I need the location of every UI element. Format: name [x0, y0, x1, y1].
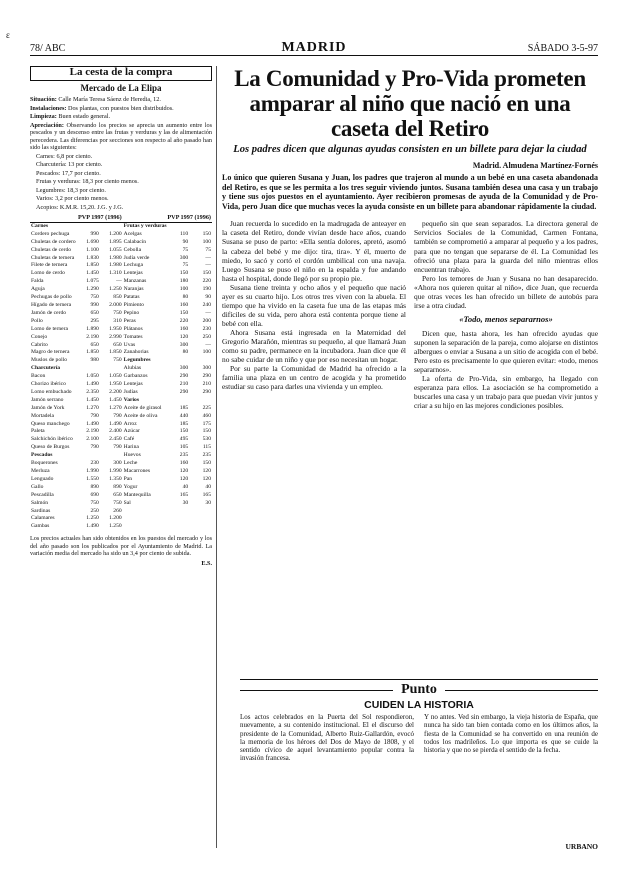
price-row: Lomo de ternera 1.890 1.950 Plátanos 160 230 — [31, 325, 211, 332]
page-date: SÁBADO 3-5-97 — [527, 43, 598, 54]
box-title: La cesta de la compra — [30, 66, 212, 81]
page-corner-mark: ε — [6, 30, 10, 40]
price-row: Charcutería Alubias 300 300 — [31, 365, 211, 372]
article-body — [222, 219, 598, 410]
punto-kicker: CUIDEN LA HISTORIA — [364, 699, 474, 711]
price-row: Lomo embuchado 2.350 2.200 Judías 290 290 — [31, 388, 211, 395]
price-row: Magro de ternera 1.850 1.850 Zanahorias 80 100 — [31, 349, 211, 356]
price-row: Merluza 1.990 1.990 Macarrones 120 120 — [31, 468, 211, 474]
price-row: Chuletas de cordero 1.690 1.895 Calabacín 90 100 — [31, 238, 211, 245]
punto-body — [240, 713, 598, 763]
deck: Los padres dicen que algunas ayudas consisten en un billete para dejar la ciudad — [233, 144, 587, 155]
headline: La Comunidad y Pro-Vida prometen amparar al niño que nació en una caseta del Retiro — [234, 66, 586, 141]
price-row: Gallo 890 890 Yogur 40 40 — [31, 483, 211, 490]
article-column-right: pequeño sin que sean separados. La directora general de Servicios Sociales de la Comunidad, Carmen Fontana, también se comprometió a amparar al pequeño y a los padres, para que no tengan que separarse de él. La Comunidad les ofreció una plaza para la guarda del niño mientras ellos encuentran trabajo. Pero los temores de Juan y Susana no han desaparecido. «Ahora nos quieren quitar al niño», dice Juan, que recuerda que otras veces les han ofrecido un billete de autobús para irse a otra ciudad. «Todo, menos separarnos» Dicen que, hasta ahora, les han ofrecido ayudas que suponen la separación de la pareja, como alojarse en distintos albergues o enviar a Susana a un sitio de acogida con el bebé. Pero esto es precisamente lo que quieren evitar: «todo, menos separarnos». La oferta de Pro-Vida, sin embargo, ha llegado con esperanza para ellos. La asociación se ha comprometido a buscarles una casa y un trabajo para que puedan vivir juntos y criar a su hijo en las mejores condiciones posibles. — [414, 219, 598, 411]
punto-editorial — [240, 679, 598, 843]
price-category: Varios — [123, 396, 140, 403]
price-row: Calamares 1.250 1.200 — [31, 515, 122, 522]
main-article — [222, 66, 598, 410]
price-row: Conejo 2.190 2.990 Tomates 120 250 — [31, 333, 211, 340]
price-table-header: PVP 1997 (1996) PVP 1997 (1996) — [30, 214, 212, 222]
market-info: Situación: Calle María Teresa Sáenz de Heredia, 12. Instalaciones: Dos plantas, con puestos bien distribuidos. Limpieza: Buen estado general. Apreciación: Observando los precios se aprecia un aumento entre los pescados y un descenso entre las frutas y verduras y las de alimentación perecedera. Las diferencias por secciones son respecto al año pasado han sido las siguientes: Carnes: 6,8 por ciento. Charcutería: 13 por ciento. Pescados: 17,7 por ciento. Frutas y verduras: 18,3 por ciento menos. Legumbres: 18,3 por ciento. Varios: 3,2 por ciento menos. Acopios: K.M.R. 15,20. J.G. y J.G. — [30, 96, 212, 211]
shopping-basket-column — [30, 66, 212, 848]
price-row: Pescados Huevos 235 235 — [31, 452, 211, 459]
price-row: Falda 1.075 — Manzanas 180 220 — [31, 278, 211, 285]
price-row: Paleta 2.190 2.400 Azúcar 150 150 — [31, 428, 211, 435]
price-row: Pechugas de pollo 750 850 Patatas 80 90 — [31, 294, 211, 301]
price-row: Hígado de ternera 990 2.000 Pimiento 160 240 — [31, 301, 211, 308]
price-row: Jamón serrano 1.450 1.450 Varios — [30, 397, 212, 405]
price-row: Queso manchego 1.490 1.490 Arroz 185 175 — [31, 420, 211, 427]
footnote: Los precios actuales han sido obtenidos en los puestos del mercado y los del año pasado son los publicados por el Ayuntamiento de Madrid. La variación media del mercado ha sido un 3,4 por ciento de subida. — [30, 535, 212, 558]
price-row: Chuletas de ternera 1.830 1.980 Judía verde 300 — — [31, 254, 211, 261]
punto-title-row — [240, 682, 598, 698]
price-row: Jamón de cerdo 650 750 Pepino 150 — — [31, 309, 211, 316]
price-table — [30, 214, 212, 531]
punto-column-right: Y no antes. Ved sin embargo, la vieja historia de España, que nunca ha sido tan bien contada como en los últimos años, la fiesta de la Comunidad se ha convertido en una reunión de todos los madrileños. Lo que importa es que se cuide la historia y que no se pierda el sentido de la fecha. — [424, 713, 598, 755]
punto-column-left: Los actos celebrados en la Puerta del Sol respondieron, nuevamente, a su contenido institucional. El el discurso del presidente de la Comunidad, Alberto Ruiz-Gallardón, evocó la memoria de los héroes del Dos de Mayo de 1808, y el sentido cívico de aquel levantamiento popular contra la invasión francesa. — [240, 713, 414, 763]
market-title: Mercado de La Elipa — [80, 82, 162, 93]
column-divider — [216, 66, 217, 848]
lede: Lo único que quieren Susana y Juan, los padres que trajeron al mundo a un bebé en una caseta abandonada del Retiro, es que se les permita a los tres seguir viviendo juntos. Susana también desea una casa y un trabajo y tiene sus ojos puestos en el ayuntamiento. Ayer recibieron promesas de ayuda de la Comunidad y de Pro-Vida, pero Juan dice que muchas veces la ayuda consiste en un billete para abandonar rápidamente la ciudad. — [222, 173, 598, 211]
subhead: «Todo, menos separarnos» — [459, 313, 553, 324]
price-category: Charcutería — [31, 365, 61, 372]
price-row: Lomo de cerdo 1.450 1.310 Lentejas 150 150 — [31, 270, 211, 277]
byline: Madrid. Almudena Martínez-Fornés — [472, 161, 598, 170]
price-category: Legumbres — [123, 357, 151, 364]
price-row: Muslos de pollo 980 750 Legumbres — [30, 357, 212, 365]
signature: E.S. — [201, 559, 212, 567]
price-row: Pescadilla 690 650 Mantequilla 165 165 — [31, 491, 211, 498]
price-row: Mortadela 790 790 Aceite de oliva 440 460 — [31, 412, 211, 419]
price-row: Pollo 295 310 Peras 220 200 — [31, 317, 211, 324]
section-title: MADRID — [281, 40, 347, 55]
price-row: Salchichón ibérico 2.100 2.450 Café 495 530 — [31, 436, 211, 443]
price-row: Filete de ternera 1.850 1.980 Lechuga 75 — — [31, 262, 211, 269]
price-row: Boquerones 230 300 Leche 160 150 — [31, 460, 211, 467]
price-category: Frutas y verduras — [123, 222, 167, 229]
price-row: Cordero pechuga 990 1.200 Acelgas 110 150 — [31, 230, 211, 237]
price-category: Carnes — [31, 222, 49, 229]
price-row — [30, 222, 212, 230]
price-row: Chuletas de cerdo 1.100 1.055 Cebolla 75 75 — [31, 246, 211, 253]
page-label: 78/ ABC — [30, 43, 66, 54]
price-row: Chorizo ibérico 1.490 1.950 Lentejas 210 210 — [31, 381, 211, 388]
price-row: Queso de Burgos 790 790 Harina 105 115 — [31, 444, 211, 451]
price-row: Bacon 1.050 1.050 Garbanzos 290 290 — [31, 373, 211, 380]
price-row: Sardinas 250 260 — [31, 507, 122, 514]
price-row: Jamón de York 1.270 1.270 Aceite de girasol 185 225 — [31, 404, 211, 411]
price-row: Cabrito 650 650 Uvas 300 — — [31, 341, 211, 348]
page-header — [30, 40, 598, 56]
punto-title: Punto — [401, 682, 437, 697]
price-row: Aguja 1.290 1.250 Naranjas 100 190 — [31, 286, 211, 293]
price-row: Salmón 750 750 Sal 30 30 — [31, 499, 211, 506]
price-row: Lenguado 1.550 1.350 Pan 120 120 — [31, 475, 211, 482]
article-column-left: Juan recuerda lo sucedido en la madrugada de anteayer en la caseta del Retiro, donde vivían desde hace años, cuando Susana se puso de parto: «Ella sentía dolores, apretó, asomó la cabeza del bebé y me dijo: tira, tira». Y él, muerto de miedo, lo sacó y cortó el cordón umbilical con una navaja. Luego Susana se puso el niño en la espalda y fue andando hasta el hospital, donde llegó por su propio pie. Susana tiene treinta y ocho años y el pequeño que nació ayer es su cuarto hijo. Los otros tres viven con la abuela. El tiempo que ha vivido en la caseta fue una de las etapas más difíciles de su vida, pero ahora está contenta porque tiene al bebé con ella. Ahora Susana está ingresada en la Maternidad del Gregorio Marañón, mientras su pequeño, al que llamará Juan como su padre, permanece en la incubadora. Juan dice que él no sabe cuidar de un niño y que por eso necesitan un hogar. Por su parte la Comunidad de Madrid ha ofrecido a la familia una plaza en un centro de acogida y ha prometido estudiar su caso para darles una vivienda y un empleo. — [222, 219, 406, 392]
price-category: Pescados — [31, 452, 53, 459]
price-row: Gambas 1.490 1.250 — [31, 523, 122, 530]
cartoonist-signature: URBANO — [565, 842, 598, 851]
